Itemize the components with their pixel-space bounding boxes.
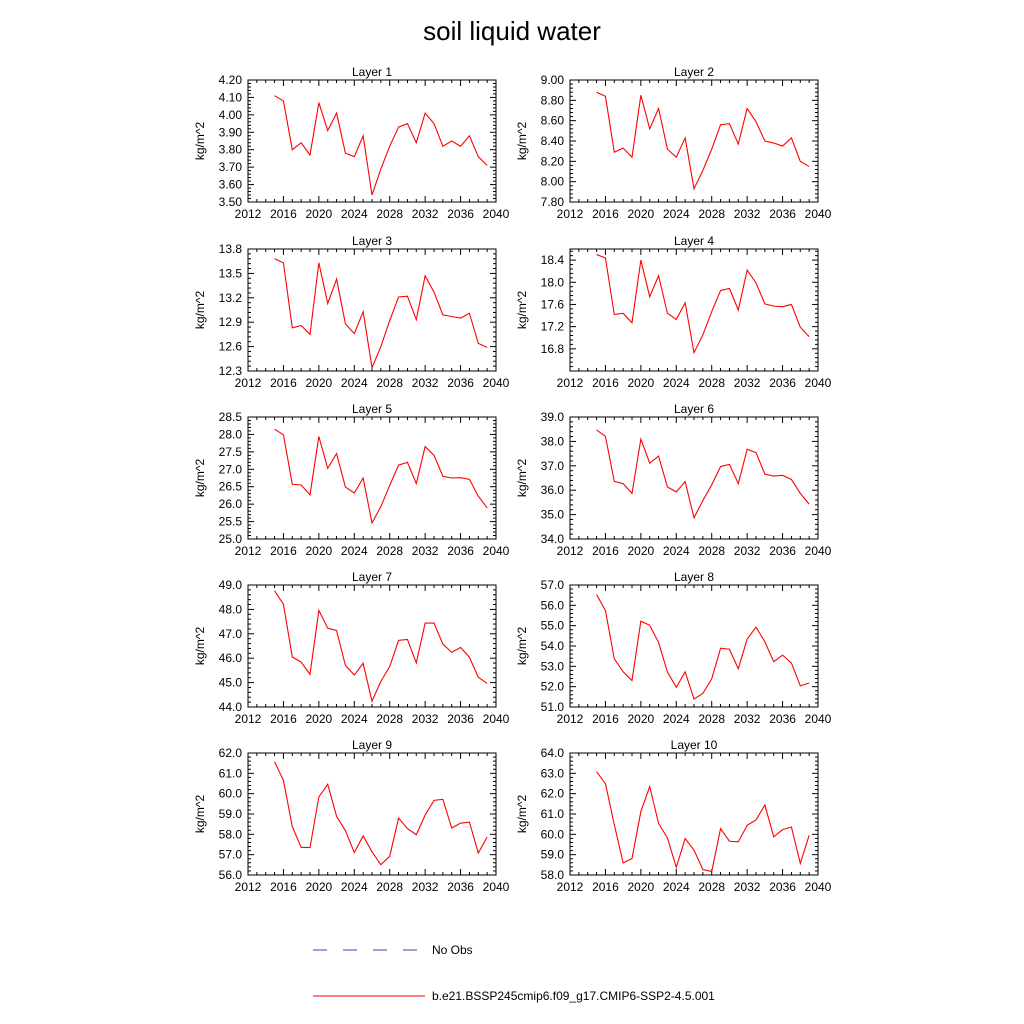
x-tick-label: 2036 (769, 544, 796, 558)
x-tick-label: 2036 (447, 544, 474, 558)
panel-title: Layer 7 (351, 570, 393, 584)
x-tick-label: 2028 (376, 544, 404, 558)
x-tick-label: 2016 (592, 207, 619, 221)
y-tick-label: 39.0 (540, 410, 564, 424)
x-tick-label: 2024 (662, 880, 690, 894)
y-tick-label: 4.10 (218, 90, 242, 105)
y-tick-label: 37.0 (540, 458, 564, 473)
chart-panel-3 (193, 234, 510, 390)
legend-item-2 (313, 989, 715, 1003)
y-tick-label: 16.8 (540, 341, 564, 356)
x-tick-label: 2020 (627, 712, 655, 726)
y-tick-label: 46.0 (218, 651, 242, 666)
x-tick-label: 2016 (592, 712, 619, 726)
series-line (597, 430, 810, 518)
y-tick-label: 3.80 (218, 142, 242, 157)
x-tick-label: 2040 (804, 712, 832, 726)
y-tick-label: 8.20 (540, 154, 564, 169)
x-tick-label: 2012 (556, 880, 584, 894)
y-tick-label: 62.0 (218, 746, 242, 760)
x-tick-label: 2032 (411, 544, 439, 558)
chart-panel-1 (193, 65, 510, 221)
y-axis-label: kg/m^2 (193, 290, 207, 330)
x-tick-label: 2040 (482, 544, 510, 558)
x-tick-label: 2024 (662, 376, 690, 390)
x-tick-label: 2020 (305, 880, 333, 894)
x-tick-label: 2016 (270, 207, 297, 221)
y-tick-label: 27.0 (218, 462, 242, 477)
x-tick-label: 2016 (270, 880, 297, 894)
y-tick-label: 8.80 (540, 93, 564, 108)
y-tick-label: 45.0 (218, 675, 242, 690)
x-tick-label: 2036 (447, 712, 474, 726)
y-tick-label: 12.3 (218, 364, 242, 378)
y-axis-label: kg/m^2 (515, 626, 529, 666)
y-tick-label: 54.0 (540, 639, 564, 653)
x-tick-label: 2020 (305, 544, 333, 558)
x-tick-label: 2024 (340, 880, 368, 894)
x-tick-label: 2040 (482, 207, 510, 221)
y-tick-label: 18.0 (540, 275, 564, 290)
x-tick-label: 2016 (270, 712, 297, 726)
y-tick-label: 26.0 (218, 497, 242, 512)
x-tick-label: 2016 (592, 544, 619, 558)
x-tick-label: 2028 (376, 712, 404, 726)
y-tick-label: 57.0 (540, 578, 564, 592)
x-tick-label: 2028 (376, 376, 404, 390)
x-tick-label: 2036 (447, 376, 474, 390)
plot-frame (570, 585, 818, 707)
plot-frame (248, 753, 496, 875)
x-tick-label: 2032 (733, 207, 761, 221)
y-tick-label: 25.5 (218, 514, 242, 529)
y-tick-label: 44.0 (218, 700, 242, 714)
y-tick-label: 57.0 (218, 847, 242, 862)
plot-frame (570, 417, 818, 539)
figure-title: soil liquid water (423, 16, 601, 46)
x-tick-label: 2032 (411, 376, 439, 390)
y-tick-label: 56.0 (540, 598, 564, 613)
series-line (275, 96, 488, 195)
y-tick-label: 36.0 (540, 483, 564, 498)
y-tick-label: 17.6 (540, 297, 564, 312)
series-line (597, 92, 810, 189)
series-line (275, 762, 488, 865)
y-tick-label: 9.00 (540, 73, 564, 87)
y-tick-label: 12.9 (218, 315, 242, 330)
x-tick-label: 2024 (662, 544, 690, 558)
x-tick-label: 2040 (804, 376, 832, 390)
legend (313, 943, 715, 1003)
panel-title: Layer 9 (351, 738, 393, 752)
x-tick-label: 2020 (305, 207, 333, 221)
y-tick-label: 48.0 (218, 602, 242, 617)
x-tick-label: 2032 (733, 712, 761, 726)
x-tick-label: 2032 (733, 376, 761, 390)
x-tick-label: 2020 (627, 376, 655, 390)
panels (193, 65, 832, 894)
y-tick-label: 3.60 (218, 177, 242, 192)
y-tick-label: 28.5 (218, 410, 242, 424)
x-tick-label: 2012 (556, 712, 584, 726)
panel-title: Layer 3 (351, 234, 393, 248)
x-tick-label: 2024 (340, 712, 368, 726)
y-tick-label: 35.0 (540, 507, 564, 522)
y-tick-label: 27.5 (218, 444, 242, 459)
panel-title: Layer 8 (673, 570, 715, 584)
y-tick-label: 12.6 (218, 339, 242, 354)
y-tick-label: 7.80 (540, 195, 564, 209)
y-tick-label: 59.0 (218, 807, 242, 821)
series-line (597, 255, 810, 353)
x-tick-label: 2020 (627, 880, 655, 894)
y-tick-label: 58.0 (218, 827, 242, 842)
y-axis-label: kg/m^2 (193, 794, 207, 834)
y-tick-label: 26.5 (218, 479, 242, 494)
x-tick-label: 2012 (234, 376, 262, 390)
x-tick-label: 2032 (411, 207, 439, 221)
y-tick-label: 61.0 (540, 807, 564, 821)
x-tick-label: 2016 (592, 376, 619, 390)
series-line (597, 595, 810, 700)
x-tick-label: 2012 (556, 376, 584, 390)
y-tick-label: 51.0 (540, 700, 564, 714)
x-tick-label: 2040 (482, 712, 510, 726)
y-tick-label: 4.00 (218, 107, 242, 122)
x-tick-label: 2012 (556, 544, 584, 558)
x-tick-label: 2024 (340, 376, 368, 390)
panel-title: Layer 4 (673, 234, 715, 248)
y-tick-label: 13.5 (218, 266, 242, 281)
x-tick-label: 2012 (234, 712, 262, 726)
y-axis-label: kg/m^2 (193, 626, 207, 666)
chart-panel-10 (515, 738, 832, 894)
plot-frame (570, 753, 818, 875)
y-tick-label: 3.70 (218, 160, 242, 175)
y-tick-label: 34.0 (540, 532, 564, 546)
x-tick-label: 2032 (411, 712, 439, 726)
y-tick-label: 63.0 (540, 766, 564, 781)
chart-panel-6 (515, 402, 832, 558)
x-tick-label: 2028 (376, 880, 404, 894)
x-tick-label: 2012 (556, 207, 584, 221)
x-tick-label: 2028 (698, 207, 726, 221)
y-tick-label: 59.0 (540, 847, 564, 862)
y-tick-label: 3.50 (218, 195, 242, 209)
x-tick-label: 2016 (270, 376, 297, 390)
x-tick-label: 2036 (447, 207, 474, 221)
x-tick-label: 2040 (482, 376, 510, 390)
x-tick-label: 2020 (305, 712, 333, 726)
x-tick-label: 2040 (804, 207, 832, 221)
x-tick-label: 2024 (662, 207, 690, 221)
y-tick-label: 47.0 (218, 626, 242, 641)
y-tick-label: 8.60 (540, 113, 564, 128)
y-tick-label: 58.0 (540, 868, 564, 882)
y-axis-label: kg/m^2 (193, 121, 207, 161)
legend-label: No Obs (432, 943, 473, 957)
panel-title: Layer 1 (351, 65, 393, 79)
y-tick-label: 13.2 (218, 290, 242, 305)
chart-panel-7 (193, 570, 510, 726)
x-tick-label: 2024 (340, 544, 368, 558)
x-tick-label: 2020 (627, 207, 655, 221)
x-tick-label: 2028 (698, 712, 726, 726)
y-tick-label: 61.0 (218, 766, 242, 781)
x-tick-label: 2032 (733, 880, 761, 894)
series-line (275, 591, 488, 701)
x-tick-label: 2012 (234, 544, 262, 558)
x-tick-label: 2028 (698, 880, 726, 894)
x-tick-label: 2020 (305, 376, 333, 390)
plot-frame (570, 80, 818, 202)
series-line (597, 772, 810, 872)
x-tick-label: 2016 (592, 880, 619, 894)
y-tick-label: 62.0 (540, 786, 564, 801)
y-axis-label: kg/m^2 (515, 794, 529, 834)
chart-panel-2 (515, 65, 832, 221)
y-tick-label: 28.0 (218, 427, 242, 442)
x-tick-label: 2040 (804, 880, 832, 894)
panel-title: Layer 2 (673, 65, 715, 79)
y-tick-label: 13.8 (218, 242, 242, 256)
y-axis-label: kg/m^2 (193, 458, 207, 498)
x-tick-label: 2036 (769, 712, 796, 726)
y-tick-label: 60.0 (218, 786, 242, 801)
y-tick-label: 18.4 (540, 253, 564, 268)
chart-panel-4 (515, 234, 832, 390)
y-axis-label: kg/m^2 (515, 458, 529, 498)
legend-item-1 (313, 943, 473, 957)
x-tick-label: 2032 (733, 544, 761, 558)
chart-panel-5 (193, 402, 510, 558)
x-tick-label: 2036 (769, 880, 796, 894)
plot-frame (248, 249, 496, 371)
y-tick-label: 8.00 (540, 174, 564, 189)
y-tick-label: 25.0 (218, 532, 242, 546)
panel-title: Layer 5 (351, 402, 393, 416)
y-tick-label: 55.0 (540, 618, 564, 633)
y-tick-label: 3.90 (218, 125, 242, 140)
x-tick-label: 2016 (270, 544, 297, 558)
y-tick-label: 56.0 (218, 868, 242, 882)
chart-panel-9 (193, 738, 510, 894)
x-tick-label: 2028 (698, 544, 726, 558)
y-tick-label: 49.0 (218, 578, 242, 592)
y-tick-label: 53.0 (540, 659, 564, 674)
y-tick-label: 38.0 (540, 434, 564, 449)
x-tick-label: 2012 (234, 207, 262, 221)
x-tick-label: 2024 (340, 207, 368, 221)
panel-title: Layer 6 (673, 402, 715, 416)
plot-frame (248, 80, 496, 202)
y-tick-label: 52.0 (540, 679, 564, 694)
x-tick-label: 2028 (376, 207, 404, 221)
x-tick-label: 2032 (411, 880, 439, 894)
series-line (275, 259, 488, 368)
x-tick-label: 2024 (662, 712, 690, 726)
x-tick-label: 2040 (482, 880, 510, 894)
chart-panel-8 (515, 570, 832, 726)
y-tick-label: 8.40 (540, 134, 564, 148)
x-tick-label: 2020 (627, 544, 655, 558)
y-axis-label: kg/m^2 (515, 290, 529, 330)
x-tick-label: 2036 (769, 207, 796, 221)
series-line (275, 429, 488, 523)
y-tick-label: 17.2 (540, 319, 564, 334)
panel-title: Layer 10 (670, 738, 718, 752)
y-tick-label: 60.0 (540, 827, 564, 842)
x-tick-label: 2036 (769, 376, 796, 390)
y-axis-label: kg/m^2 (515, 121, 529, 161)
x-tick-label: 2012 (234, 880, 262, 894)
y-tick-label: 4.20 (218, 73, 242, 87)
x-tick-label: 2036 (447, 880, 474, 894)
x-tick-label: 2028 (698, 376, 726, 390)
y-tick-label: 64.0 (540, 746, 564, 760)
x-tick-label: 2040 (804, 544, 832, 558)
legend-label: b.e21.BSSP245cmip6.f09_g17.CMIP6-SSP2-4.5.001 (432, 989, 715, 1003)
plot-frame (248, 585, 496, 707)
